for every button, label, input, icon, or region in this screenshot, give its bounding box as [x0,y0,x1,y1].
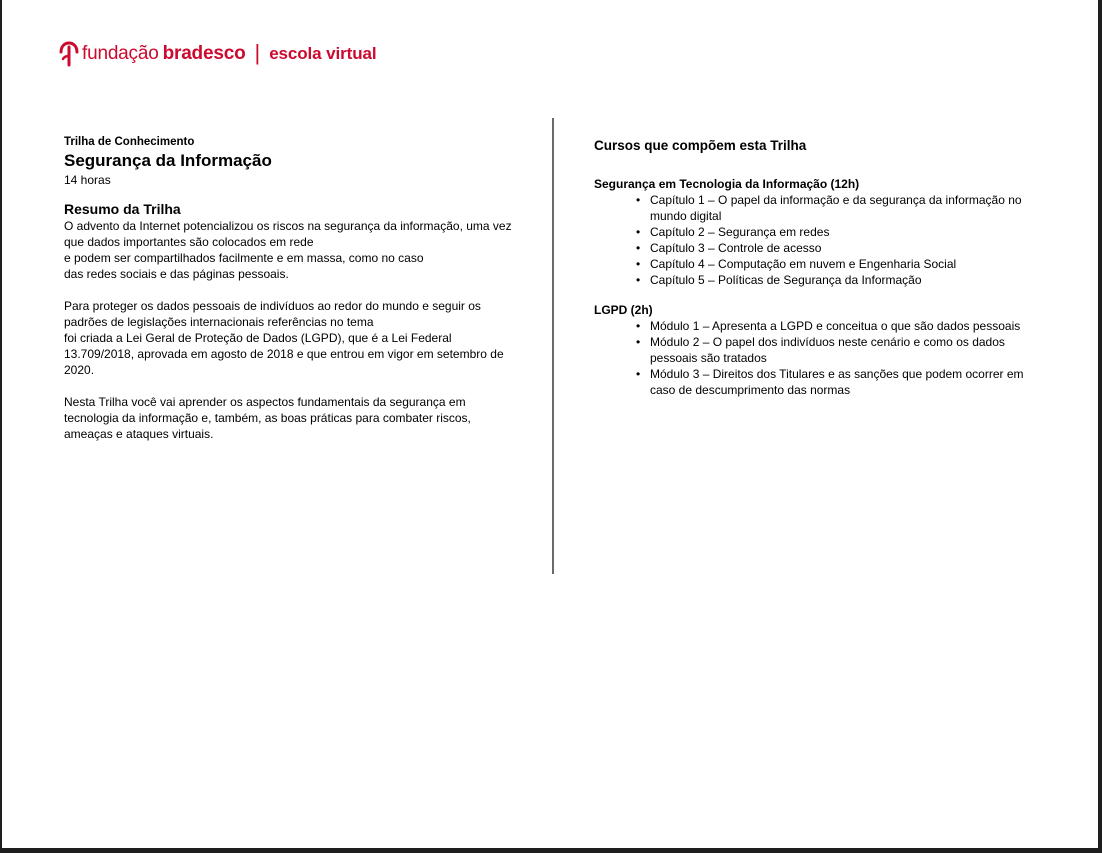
paragraph-line: e podem ser compartilhados facilmente e em massa, como no caso [64,251,424,265]
item-line: Módulo 2 – O papel dos indivíduos neste cenário e como os dados [650,335,1005,349]
summary-paragraph [64,394,534,442]
paragraph-line: tecnologia da informação e, também, as boas práticas para combater riscos, [64,411,471,425]
paragraph-line: foi criada a Lei Geral de Proteção de Dados (LGPD), que é a Lei Federal [64,331,452,345]
module-list [594,318,1064,398]
item-line: caso de descumprimento das normas [650,383,851,397]
fundacao-bradesco-logo [58,40,376,68]
course-title: Segurança em Tecnologia da Informação (12h) [594,177,860,191]
item-line: mundo digital [650,209,722,223]
courses-heading: Cursos que compõem esta Trilha [594,138,807,153]
list-item [650,272,1064,288]
list-item [650,318,1064,334]
track-kicker: Trilha de Conhecimento [64,136,195,148]
item-line: Capítulo 4 – Computação em nuvem e Engenharia Social [650,257,957,271]
item-line: Capítulo 1 – O papel da informação e da segurança da informação no [650,193,1022,207]
item-line: Capítulo 5 – Políticas de Segurança da Informação [650,273,922,287]
list-item [650,224,1064,240]
paragraph-line: Nesta Trilha você vai aprender os aspectos fundamentais da segurança em [64,395,466,409]
list-item [650,256,1064,272]
paragraph-line: das redes sociais e das páginas pessoais. [64,267,289,281]
paragraph-line: que dados importantes são colocados em rede [64,235,314,249]
item-line: Capítulo 2 – Segurança em redes [650,225,830,239]
list-item [650,366,1064,398]
paragraph-line: 2020. [64,363,95,377]
paragraph-line: padrões de legislações internacionais referências no tema [64,315,374,329]
track-title: Segurança da Informação [64,151,272,170]
track-hours: 14 horas [64,173,111,187]
document-page [2,0,1098,848]
item-line: Módulo 3 – Direitos dos Titulares e as sanções que podem ocorrer em [650,367,1024,381]
list-item [650,334,1064,366]
item-line: Capítulo 3 – Controle de acesso [650,241,822,255]
item-line: pessoais são tratados [650,351,767,365]
course-title: LGPD (2h) [594,303,653,317]
paragraph-line: Para proteger os dados pessoais de indivíduos ao redor do mundo e seguir os [64,299,481,313]
paragraph-line: ameaças e ataques virtuais. [64,427,214,441]
logo-brand-light: fundação [82,43,159,64]
logo-brand-bold: bradesco [162,43,246,64]
courses-column [594,136,1064,412]
item-line: Módulo 1 – Apresenta a LGPD e conceitua o que são dados pessoais [650,319,1021,333]
paragraph-line: 13.709/2018, aprovada em agosto de 2018 e que entrou em vigor em setembro de [64,347,504,361]
logo-separator: | [254,40,261,65]
list-item [650,192,1064,224]
paragraph-line: O advento da Internet potencializou os riscos na segurança da informação, uma vez [64,219,512,233]
summary-heading: Resumo da Trilha [64,201,181,217]
summary-paragraph [64,298,534,378]
column-divider [552,118,554,574]
logo-product: escola virtual [269,44,377,63]
list-item [650,240,1064,256]
track-summary-column [64,134,534,458]
chapter-list [594,192,1064,288]
summary-paragraph [64,218,534,282]
bradesco-tree-icon [58,41,80,67]
